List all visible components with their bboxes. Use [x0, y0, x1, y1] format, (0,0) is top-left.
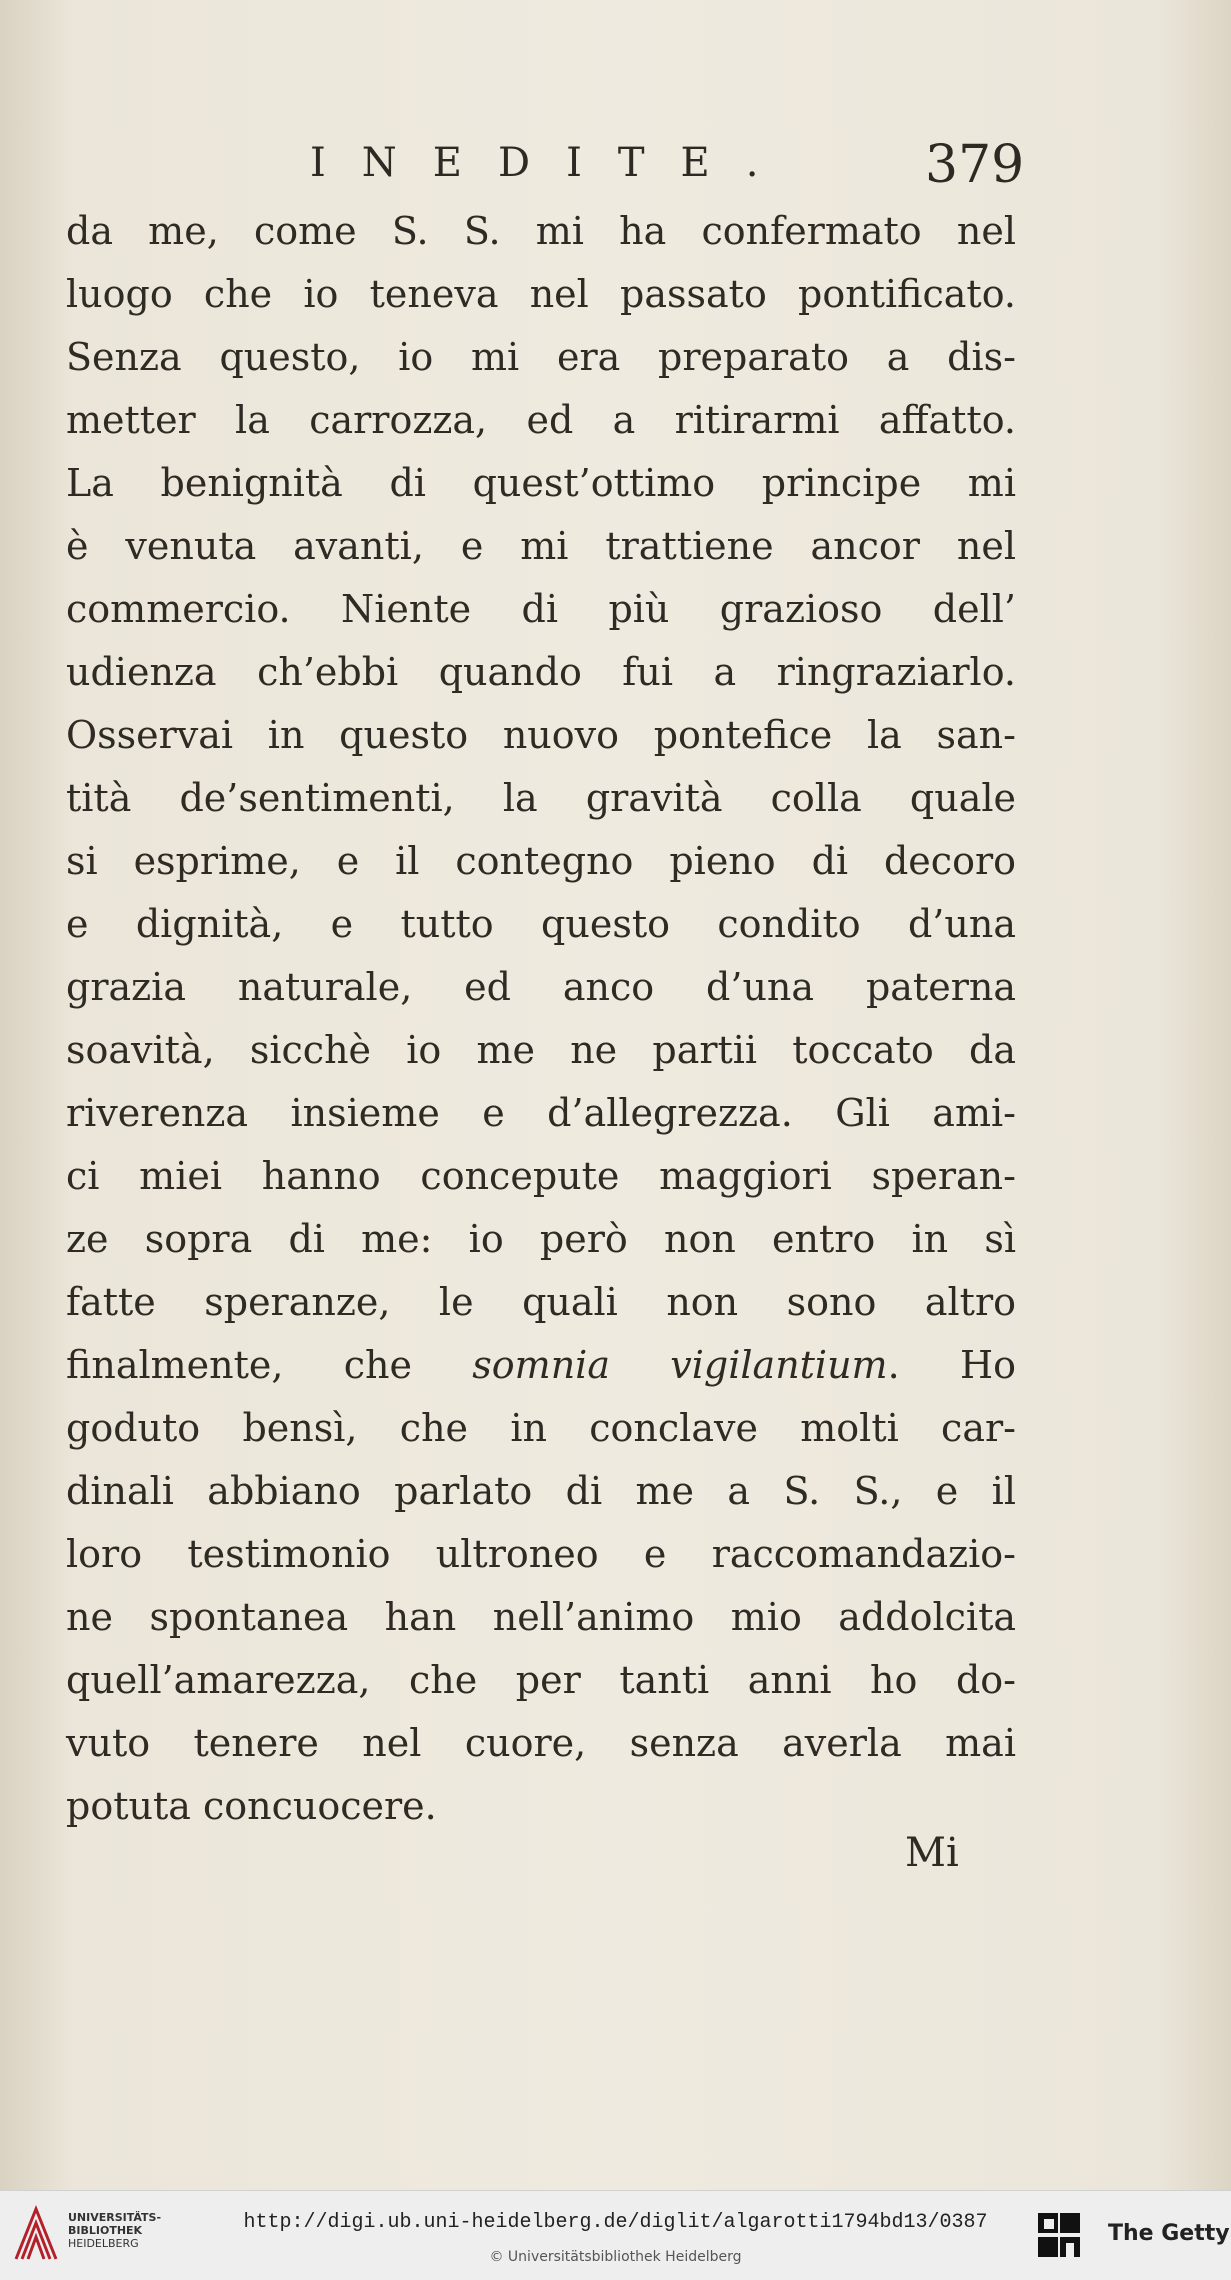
italic-phrase: somnia vigilantium	[472, 1343, 888, 1387]
library-name-line-3: HEIDELBERG	[68, 2237, 139, 2250]
line-19-before: finalmente, che	[66, 1343, 473, 1387]
getty-logo-icon[interactable]	[1036, 2211, 1082, 2261]
text-line-with-italic	[66, 1334, 1016, 1397]
text-line: quell’amarezza, che per tanti anni ho do-	[66, 1658, 1016, 1702]
partner-name: The Getty	[1108, 2221, 1230, 2246]
text-line: loro testimonio ultroneo e raccomandazio-	[66, 1532, 1016, 1576]
text-line: dinali abbiano parlato di me a S. S., e il	[66, 1469, 1016, 1513]
text-line: e dignità, e tutto questo condito d’una	[66, 902, 1016, 946]
viewer-footer	[0, 2190, 1231, 2280]
library-name-line-1: UNIVERSITÄTS-	[68, 2211, 162, 2224]
text-line: Senza questo, io mi era preparato a dis-	[66, 335, 1016, 379]
text-line: vuto tenere nel cuore, senza averla mai	[66, 1721, 1016, 1765]
text-line: goduto bensì, che in conclave molti car-	[66, 1406, 1016, 1450]
text-line: è venuta avanti, e mi trattiene ancor nel	[66, 524, 1016, 568]
text-line: tità de’sentimenti, la gravità colla quale	[66, 776, 1016, 820]
text-line: potuta concuocere.	[66, 1784, 437, 1828]
text-line: fatte speranze, le quali non sono altro	[66, 1280, 1016, 1324]
text-line: La benignità di quest’ottimo principe mi	[66, 461, 1016, 505]
text-line: metter la carrozza, ed a ritirarmi affatto.	[66, 398, 1016, 442]
library-name-line-2: BIBLIOTHEK	[68, 2224, 143, 2237]
text-line: ne spontanea han nell’animo mio addolcita	[66, 1595, 1016, 1639]
text-line: commercio. Niente di più grazioso dell’	[66, 587, 1016, 631]
digital-object-link[interactable]: http://digi.ub.uni-heidelberg.de/diglit/algarotti1794bd13/0387	[243, 2211, 988, 2234]
body-text	[66, 200, 1016, 1838]
line-19-after: . Ho	[887, 1343, 1016, 1387]
text-line: grazia naturale, ed anco d’una paterna	[66, 965, 1016, 1009]
text-line: si esprime, e il contegno pieno di decoro	[66, 839, 1016, 883]
text-line: Osservai in questo nuovo pontefice la san-	[66, 713, 1016, 757]
running-title: INEDITE.	[310, 140, 795, 186]
text-line: da me, come S. S. mi ha confermato nel	[66, 209, 1016, 253]
text-line: soavità, sicchè io me ne partii toccato da	[66, 1028, 1016, 1072]
text-line: riverenza insieme e d’allegrezza. Gli ami-	[66, 1091, 1016, 1135]
page-number: 379	[925, 135, 1025, 195]
text-line: luogo che io teneva nel passato pontificato.	[66, 272, 1016, 316]
text-line: udienza ch’ebbi quando fui a ringraziarlo.	[66, 650, 1016, 694]
text-line: ze sopra di me: io però non entro in sì	[66, 1217, 1016, 1261]
copyright-notice: © Universitätsbibliothek Heidelberg	[489, 2249, 742, 2265]
catchword: Mi	[905, 1830, 959, 1876]
text-line: ci miei hanno concepute maggiori speran-	[66, 1154, 1016, 1198]
